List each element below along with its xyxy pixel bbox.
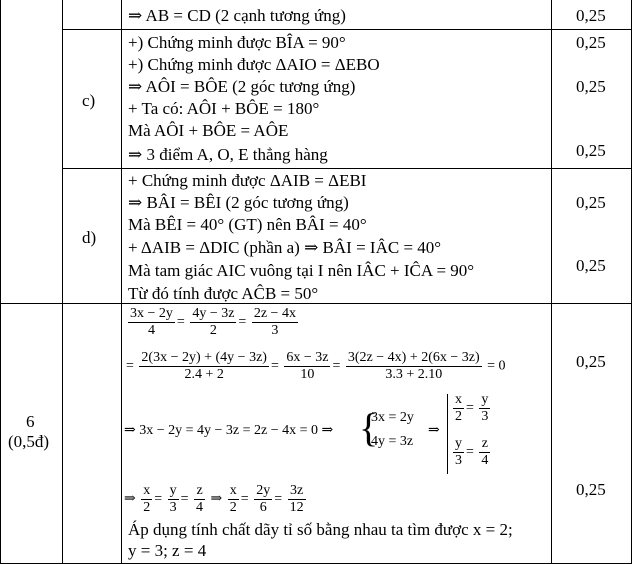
part-d-label: d): [82, 228, 97, 247]
part-c-line: + Ta có: AÔI + BÔE = 180°: [128, 99, 320, 118]
part-c-label: c): [82, 91, 96, 110]
part-d-line: Từ đó tính được AĈB = 50°: [128, 284, 319, 303]
part-d-line: + ΔAIB = ΔDIC (phần a) ⇒ BÂI = IÂC = 40°: [128, 238, 442, 257]
system-ratio-1: $\frac{x}{2}$ = $\frac{y}{3}$: [455, 392, 489, 424]
part-d-line: Mà BÊI = 40° (GT) nên BÂI = 40°: [128, 215, 367, 234]
implies-arrow: ⇒: [428, 423, 440, 438]
conclusion-line-2: y = 3; z = 4: [128, 541, 207, 560]
part-c-line: +) Chứng minh được ΔAIO = ΔEBO: [128, 55, 380, 74]
equation-1: $\frac{3x - 2y}{4}$ = $\frac{4y - 3z}{2}$ = $\frac{2z - 4x}{3}$: [130, 306, 296, 338]
equation-2: = $\frac{2(3x - 2y) + (4y - 3z)}{2.4 + 2}$ = $\frac{6x - 3z}{10}$ = $\frac{3(2z - 4x) + 2(6x - 3z)}{3.3 + 2.10}$ = 0: [126, 350, 506, 382]
equation-4: ⇒ $\frac{x}{2}$ = $\frac{y}{3}$ = $\frac{z}{4}$ ⇒ $\frac{x}{2}$ = $\frac{2y}{6}$ = $\frac{3z}{12}$: [124, 483, 304, 515]
part-d-line: Mà tam giác AIC vuông tại I nên IÂC + IĈA = 90°: [128, 261, 475, 280]
question6-score: 0,25: [576, 480, 606, 499]
part-c-line: ⇒ AÔI = BÔE (2 góc tương ứng): [128, 77, 356, 96]
row1-score: 0,25: [576, 6, 606, 25]
equation-3: ⇒ 3x − 2y = 4y − 3z = 2z − 4x = 0 ⇒: [124, 423, 334, 438]
part-d-score: 0,25: [576, 193, 606, 212]
question-points: (0,5đ): [8, 432, 50, 451]
system-eq-2: 4y = 3z: [371, 434, 414, 449]
part-c-score: 0,25: [576, 77, 606, 96]
conclusion-line-1: Áp dụng tính chất dãy tỉ số bằng nhau ta tìm được x = 2;: [128, 520, 513, 539]
system-brace: {: [359, 405, 379, 450]
part-d-score: 0,25: [576, 256, 606, 275]
system-ratio-2: $\frac{y}{3}$ = $\frac{z}{4}$: [455, 436, 489, 468]
part-d-line: ⇒ BÂI = BÊI (2 góc tương ứng): [128, 193, 349, 212]
question-number: 6: [26, 412, 35, 431]
part-c-score: 0,25: [576, 33, 606, 52]
part-c-line: Mà AÔI + BÔE = AÔE: [128, 121, 289, 140]
part-d-line: + Chứng minh được ΔAIB = ΔEBI: [128, 171, 367, 190]
system-eq-1: 3x = 2y: [371, 410, 414, 425]
question6-score: 0,25: [576, 352, 606, 371]
part-c-line: +) Chứng minh được BÎA = 90°: [128, 33, 346, 52]
part-c-score: 0,25: [576, 141, 606, 160]
row1-content: ⇒ AB = CD (2 cạnh tương ứng): [128, 6, 346, 25]
part-c-line: ⇒ 3 điểm A, O, E thẳng hàng: [128, 145, 328, 164]
